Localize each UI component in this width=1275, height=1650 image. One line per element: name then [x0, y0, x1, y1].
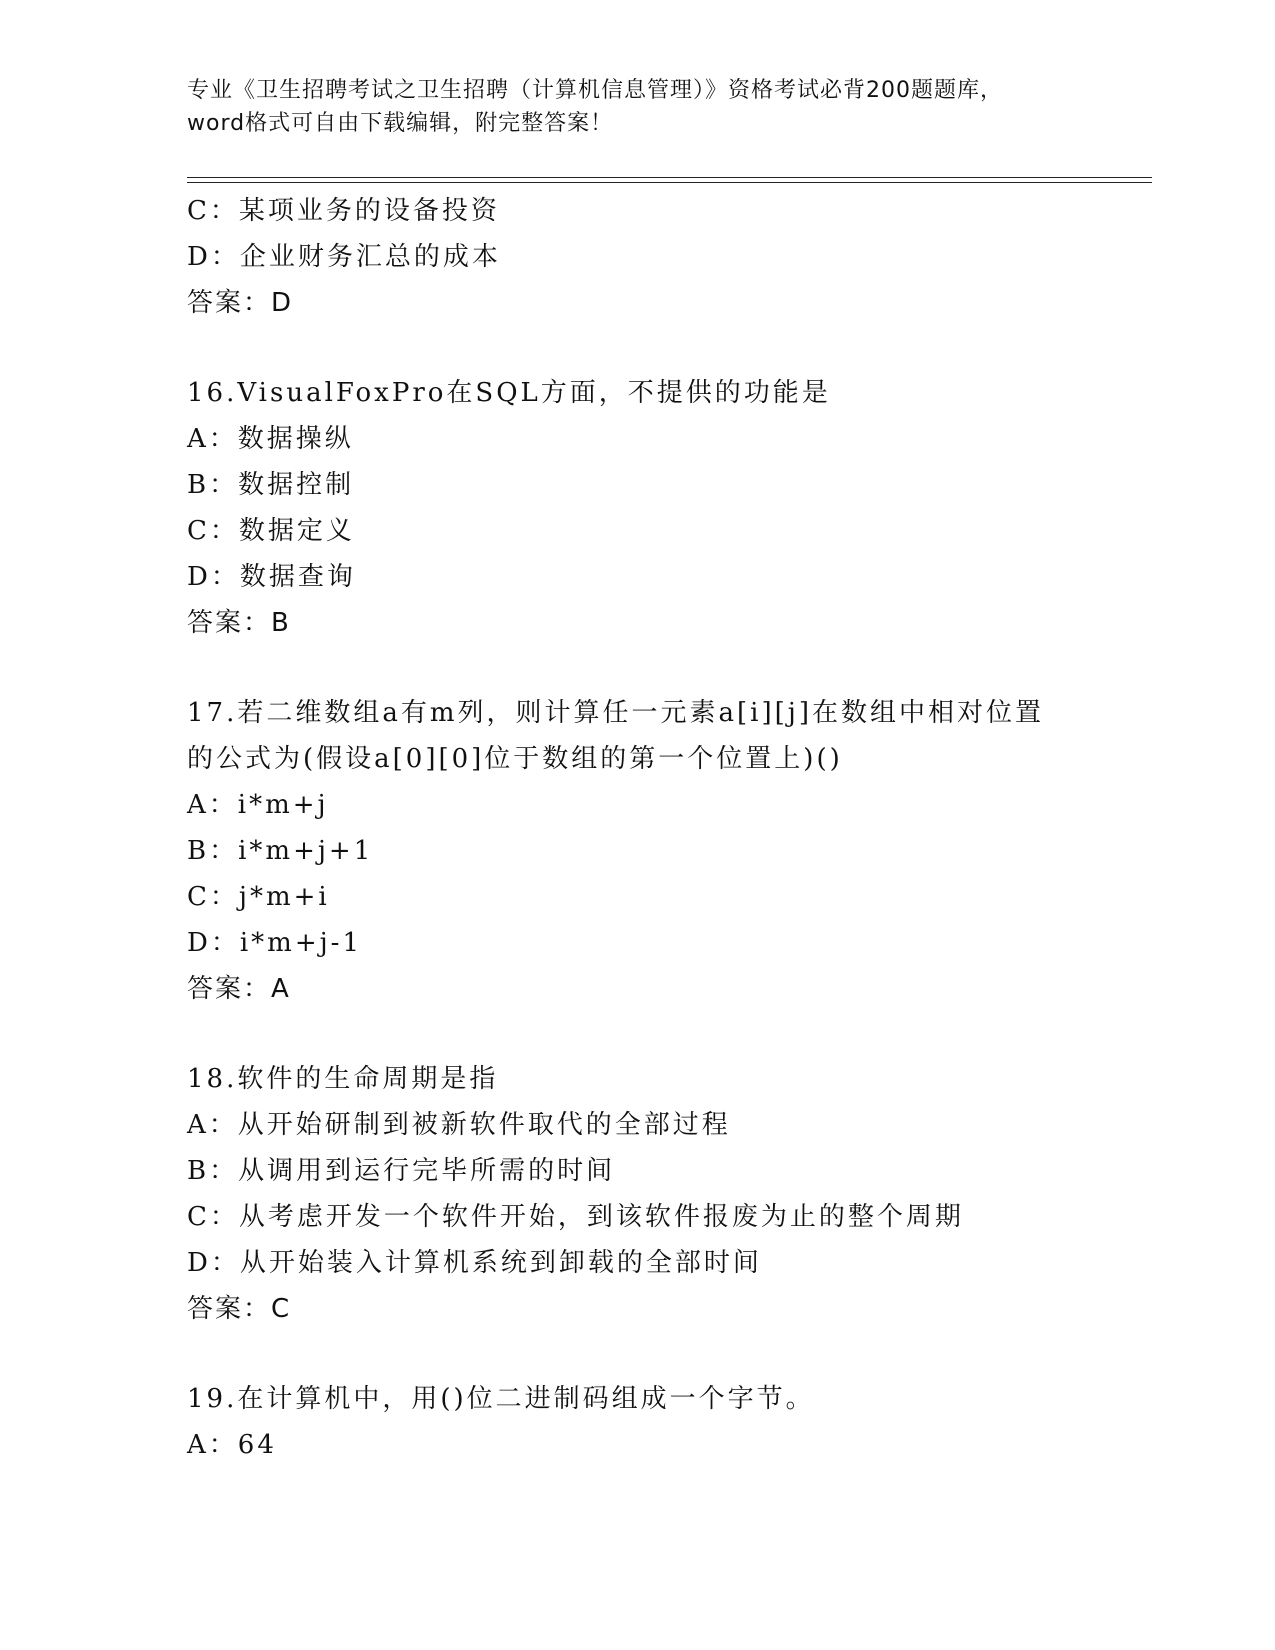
option-d: D：企业财务汇总的成本 — [187, 242, 501, 272]
question-15-tail — [187, 188, 1147, 326]
header-line-1: 专业《卫生招聘考试之卫生招聘（计算机信息管理）》资格考试必背200题题库， — [187, 78, 1003, 103]
option-d: D：从开始装入计算机系统到卸载的全部时间 — [187, 1248, 762, 1278]
question-list — [187, 188, 1147, 1468]
option-d: D：i*m+j-1 — [187, 928, 362, 958]
document-header — [187, 74, 1107, 140]
option-c: C：某项业务的设备投资 — [187, 196, 500, 226]
answer-line: 答案：A — [187, 974, 291, 1004]
question-stem-line-1: 17.若二维数组a有m列，则计算任一元素a[i][j]在数组中相对位置 — [187, 698, 1044, 728]
answer-line: 答案：D — [187, 288, 294, 318]
header-rule-top — [187, 177, 1152, 178]
answer-line: 答案：C — [187, 1294, 292, 1324]
option-b: B：从调用到运行完毕所需的时间 — [187, 1156, 616, 1186]
header-rule-bottom — [187, 182, 1152, 183]
option-a: A：从开始研制到被新软件取代的全部过程 — [187, 1110, 731, 1140]
option-c: C：数据定义 — [187, 516, 355, 546]
question-17 — [187, 690, 1147, 1012]
option-c: C：从考虑开发一个软件开始，到该软件报废为止的整个周期 — [187, 1202, 964, 1232]
header-line-2: word格式可自由下载编辑，附完整答案！ — [187, 111, 614, 136]
option-b: B：i*m+j+1 — [187, 836, 374, 866]
question-stem: 18.软件的生命周期是指 — [187, 1064, 499, 1094]
option-a: A：64 — [187, 1430, 277, 1460]
option-a: A：数据操纵 — [187, 424, 354, 454]
question-stem: 19.在计算机中，用()位二进制码组成一个字节。 — [187, 1384, 815, 1414]
question-stem-line-2: 的公式为(假设a[0][0]位于数组的第一个位置上)() — [187, 744, 843, 774]
answer-line: 答案：B — [187, 608, 291, 638]
question-18 — [187, 1056, 1147, 1332]
question-16 — [187, 370, 1147, 646]
option-c: C：j*m+i — [187, 882, 330, 912]
question-stem: 16.VisualFoxPro在SQL方面，不提供的功能是 — [187, 378, 831, 408]
option-b: B：数据控制 — [187, 470, 355, 500]
question-19 — [187, 1376, 1147, 1468]
option-a: A：i*m+j — [187, 790, 329, 820]
option-d: D：数据查询 — [187, 562, 356, 592]
